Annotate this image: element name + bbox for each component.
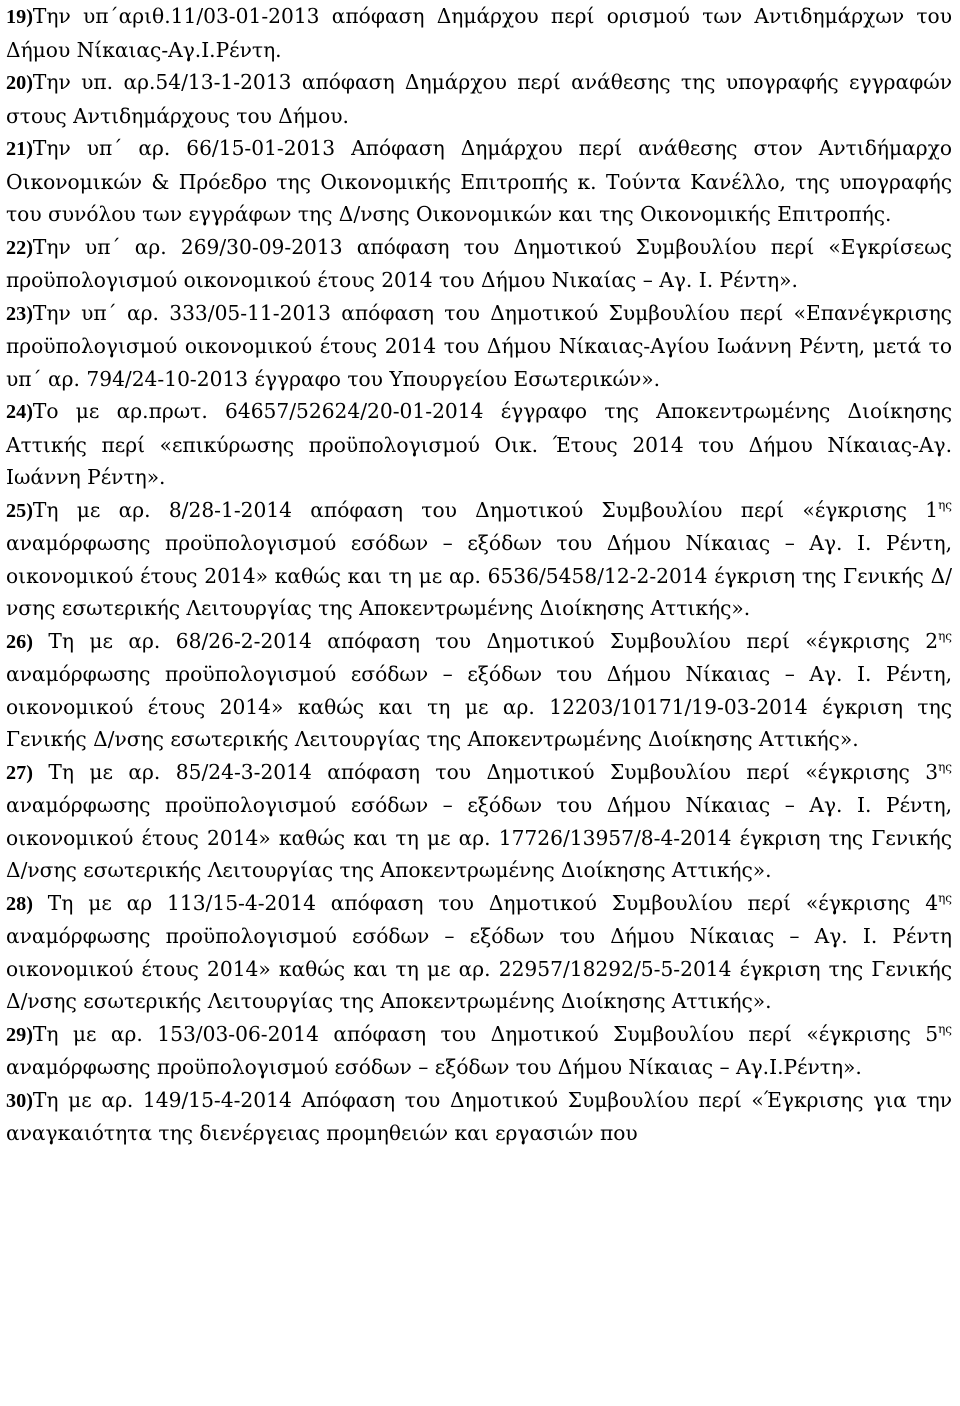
- paragraph-item-26: [6, 625, 952, 756]
- ordinal-suffix: ης: [938, 628, 952, 643]
- paragraph-item-25: [6, 494, 952, 625]
- paragraph-item-28: [6, 887, 952, 1018]
- paragraph-item-21: [6, 132, 952, 231]
- item-text: Την υπ΄αριθ.11/03-01-2013 απόφαση Δημάρχου περί ορισμού των Αντιδημάρχων του Δήμου Νίκαιας-Αγ.Ι.Ρέντη.: [6, 4, 952, 62]
- paragraph-item-24: [6, 395, 952, 494]
- item-number: 28): [6, 892, 33, 915]
- item-text: Την υπ΄ αρ. 269/30-09-2013 απόφαση του Δημοτικού Συμβουλίου περί «Εγκρίσεως προϋπολογισμού οικονομικού έτους 2014 του Δήμου Νικαίας – Αγ. Ι. Ρέντη».: [6, 234, 952, 292]
- item-text: Τη με αρ. 153/03-06-2014 απόφαση του Δημοτικού Συμβουλίου περί «έγκρισης $5^{\eta\varsigma}$ αναμόρφωσης προϋπολογισμού εσόδων – εξόδων του Δήμου Νίκαιας – Αγ.Ι.Ρέντη».: [6, 1021, 952, 1079]
- ordinal-suffix: ης: [938, 759, 952, 774]
- paragraph-item-30: [6, 1084, 952, 1150]
- paragraph-item-27: [6, 756, 952, 887]
- item-number: 23): [6, 302, 33, 325]
- paragraph-item-19: [6, 0, 952, 66]
- item-text: Την υπ΄ αρ. 333/05-11-2013 απόφαση του Δημοτικού Συμβουλίου περί «Επανέγκρισης προϋπολογισμού οικονομικού έτους 2014 του Δήμου Νίκαιας-Αγίου Ιωάννη Ρέντη, μετά το υπ΄ αρ. 794/24-10-2013 έγγραφο του Υπουργείου Εσωτερικών».: [6, 300, 952, 391]
- paragraph-item-22: [6, 231, 952, 297]
- ordinal-suffix: ης: [938, 1021, 952, 1036]
- item-number: 24): [6, 401, 33, 423]
- item-number: 20): [6, 72, 33, 94]
- item-text: Τη με αρ. 149/15-4-2014 Απόφαση του Δημοτικού Συμβουλίου περί «Έγκρισης για την αναγκαιότητα της διενέργειας προμηθειών και εργασιών που: [6, 1087, 952, 1145]
- item-number: 29): [6, 1023, 33, 1046]
- item-text: Τη με αρ. 8/28-1-2014 απόφαση του Δημοτικού Συμβουλίου περί «έγκρισης $1^{\eta\varsigma}$ αναμόρφωσης προϋπολογισμού εσόδων – εξόδων του Δήμου Νίκαιας – Αγ. Ι. Ρέντη, οικονομικού έτους 2014» καθώς και τη με αρ. 6536/5458/12-2-2014 έγκριση της Γενικής Δ/νσης εσωτερικής Λειτουργίας της Αποκεντρωμένης Διοίκησης Αττικής».: [6, 497, 952, 620]
- item-text: Τη με αρ 113/15-4-2014 απόφαση του Δημοτικού Συμβουλίου περί «έγκρισης $4^{\eta\varsigma}$ αναμόρφωσης προϋπολογισμού εσόδων – εξόδων του Δήμου Νίκαιας – Αγ. Ι. Ρέντη οικονομικού έτους 2014» καθώς και τη με αρ. 22957/18292/5-5-2014 έγκριση της Γενικής Δ/νσης εσωτερικής Λειτουργίας της Αποκεντρωμένης Διοίκησης Αττικής».: [6, 890, 952, 1013]
- item-text: Τη με αρ. 68/26-2-2014 απόφαση του Δημοτικού Συμβουλίου περί «έγκρισης $2^{\eta\varsigma}$ αναμόρφωσης προϋπολογισμού εσόδων – εξόδων του Δήμου Νίκαιας – Αγ. Ι. Ρέντη, οικονομικού έτους 2014» καθώς και τη με αρ. 12203/10171/19-03-2014 έγκριση της Γενικής Δ/νσης εσωτερικής Λειτουργίας της Αποκεντρωμένης Διοίκησης Αττικής».: [6, 628, 952, 751]
- paragraph-item-23: [6, 297, 952, 396]
- item-number: 27): [6, 761, 33, 784]
- ordinal-suffix: ης: [938, 497, 952, 512]
- item-number: 19): [6, 6, 33, 28]
- item-text: Τη με αρ. 85/24-3-2014 απόφαση του Δημοτικού Συμβουλίου περί «έγκρισης $3^{\eta\varsigma}$ αναμόρφωσης προϋπολογισμού εσόδων – εξόδων του Δήμου Νίκαιας – Αγ. Ι. Ρέντη, οικονομικού έτους 2014» καθώς και τη με αρ. 17726/13957/8-4-2014 έγκριση της Γενικής Δ/νσης εσωτερικής Λειτουργίας της Αποκεντρωμένης Διοίκησης Αττικής».: [6, 759, 952, 882]
- ordinal-suffix: ης: [938, 890, 952, 905]
- item-number: 22): [6, 236, 33, 259]
- paragraph-item-20: [6, 66, 952, 132]
- item-text: Το με αρ.πρωτ. 64657/52624/20-01-2014 έγγραφο της Αποκεντρωμένης Διοίκησης Αττικής περί «επικύρωσης προϋπολογισμού Οικ. Έτους 2014 του Δήμου Νίκαιας-Αγ. Ιωάννη Ρέντη».: [6, 399, 952, 489]
- item-number: 21): [6, 138, 33, 160]
- item-number: 26): [6, 630, 33, 653]
- paragraph-item-29: [6, 1018, 952, 1084]
- item-text: Την υπ΄ αρ. 66/15-01-2013 Απόφαση Δημάρχου περί ανάθεσης στον Αντιδήμαρχο Οικονομικών & Πρόεδρο της Οικονομικής Επιτροπής κ. Τούντα Κανέλλο, της υπογραφής του συνόλου των εγγράφων της Δ/νσης Οικονομικών και της Οικονομικής Επιτροπής.: [6, 136, 952, 226]
- item-number: 25): [6, 499, 33, 522]
- item-text: Την υπ. αρ.54/13-1-2013 απόφαση Δημάρχου περί ανάθεσης της υπογραφής εγγραφών στους Αντιδημάρχους του Δήμου.: [6, 70, 952, 128]
- item-number: 30): [6, 1089, 33, 1112]
